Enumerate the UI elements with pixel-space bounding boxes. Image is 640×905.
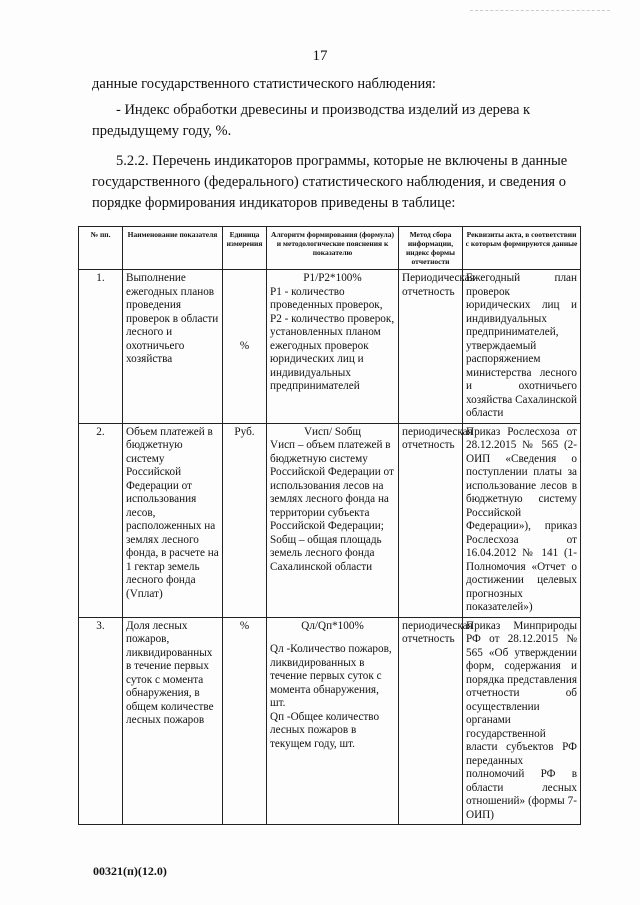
header-act: Реквизиты акта, в соответствии с которым формируются данные xyxy=(463,227,581,270)
spacer xyxy=(270,633,395,643)
formula: Qл/Qп*100% xyxy=(301,619,364,632)
paragraph-intro: данные государственного статистического наблюдения: xyxy=(92,76,436,92)
header-algorithm: Алгоритм формирования (формула) и методологические пояснения к показателю xyxy=(267,227,399,270)
algorithm-description: Vисп – объем платежей в бюджетную систему Российской Федерации от использования лесов на землях лесного фонда на территории субъекта Российской Федерации; Sобщ – общая площадь земель лесного фонда Сахалинской области xyxy=(270,439,394,573)
table-row xyxy=(79,617,581,825)
table-row xyxy=(79,270,581,424)
act-cell: Приказ Минприроды РФ от 28.12.2015 № 565 «Об утверждении форм, содержания и порядка представления отчетности об осуществлении органами государственной власти субъектов РФ переданных полномочий РФ в области лесных отношений» (формы 7-ОИП) xyxy=(463,617,581,825)
document-code: 00321(п)(12.0) xyxy=(93,864,167,878)
indicator-name: Доля лесных пожаров, ликвидированных в течение первых суток с момента обнаружения, в общем количестве лесных пожаров xyxy=(123,617,223,825)
algorithm-description: P1 - количество проведенных проверок, P2 - количество проверок, установленных планом ежегодных проверок юридических лиц и индивидуальных предпринимателей xyxy=(270,285,395,392)
formula: Vисп/ Sобщ xyxy=(303,425,362,438)
unit-cell: % xyxy=(223,270,267,424)
page-number: 17 xyxy=(312,48,328,64)
act-cell: Приказ Рослесхоза от 28.12.2015 № 565 (2-ОИП «Сведения о поступлении платы за использование лесов в бюджетную систему Российской Федерации»), приказ Рослесхоза от 16.04.2012 № 141 (1-Полномочия «Отчет о достижении целевых прогнозных показателей») xyxy=(463,423,581,617)
act-cell: Ежегодный план проверок юридических лиц и индивидуальных предпринимателей, утверждаемый распоряжением министерства лесного и охотничьего хозяйства Сахалинской области xyxy=(463,270,581,424)
table-header-row xyxy=(79,227,581,270)
header-unit: Единица измерения xyxy=(223,227,267,270)
paragraph-index-item: - Индекс обработки древесины и производства изделий из дерева к предыдущему году, %. xyxy=(92,102,531,139)
indicator-name: Выполнение ежегодных планов проведения проверок в области лесного и охотничьего хозяйства xyxy=(123,270,223,424)
indicator-name: Объем платежей в бюджетную систему Российской Федерации от использования лесов, расположенных на землях лесного фонда, в расчете на 1 гектар земель лесного фонда (Vплат) xyxy=(123,423,223,617)
algorithm-cell xyxy=(267,617,399,825)
algorithm-cell xyxy=(267,270,399,424)
algorithm-description: Qп -Общее количество лесных пожаров в текущем году, шт. xyxy=(270,710,380,750)
scan-marks xyxy=(470,10,610,15)
method-cell: Периодическая отчетность xyxy=(399,270,463,424)
table-row xyxy=(79,423,581,617)
row-number: 2. xyxy=(79,423,123,617)
unit-cell: Руб. xyxy=(223,423,267,617)
method-cell: периодическая отчетность xyxy=(399,617,463,825)
algorithm-description: Qл -Количество пожаров, ликвидированных в течение первых суток с момента обнаружения, шт. xyxy=(270,643,392,709)
algorithm-cell xyxy=(267,423,399,617)
formula: P1/P2*100% xyxy=(303,272,362,284)
header-name: Наименование показателя xyxy=(123,227,223,270)
unit-cell: % xyxy=(223,617,267,825)
header-method: Метод сбора информации, индекс формы отчетности xyxy=(399,227,463,270)
method-cell: периодическая отчетность xyxy=(399,423,463,617)
row-number: 1. xyxy=(79,270,123,424)
paragraph-section-5-2-2: 5.2.2. Перечень индикаторов программы, которые не включены в данные государственного (федерального) статистического наблюдения, и сведения о порядке формирования индикаторов приведены в таблице: xyxy=(92,153,568,211)
indicators-table xyxy=(78,226,581,825)
row-number: 3. xyxy=(79,617,123,825)
header-num: № пп. xyxy=(79,227,123,270)
